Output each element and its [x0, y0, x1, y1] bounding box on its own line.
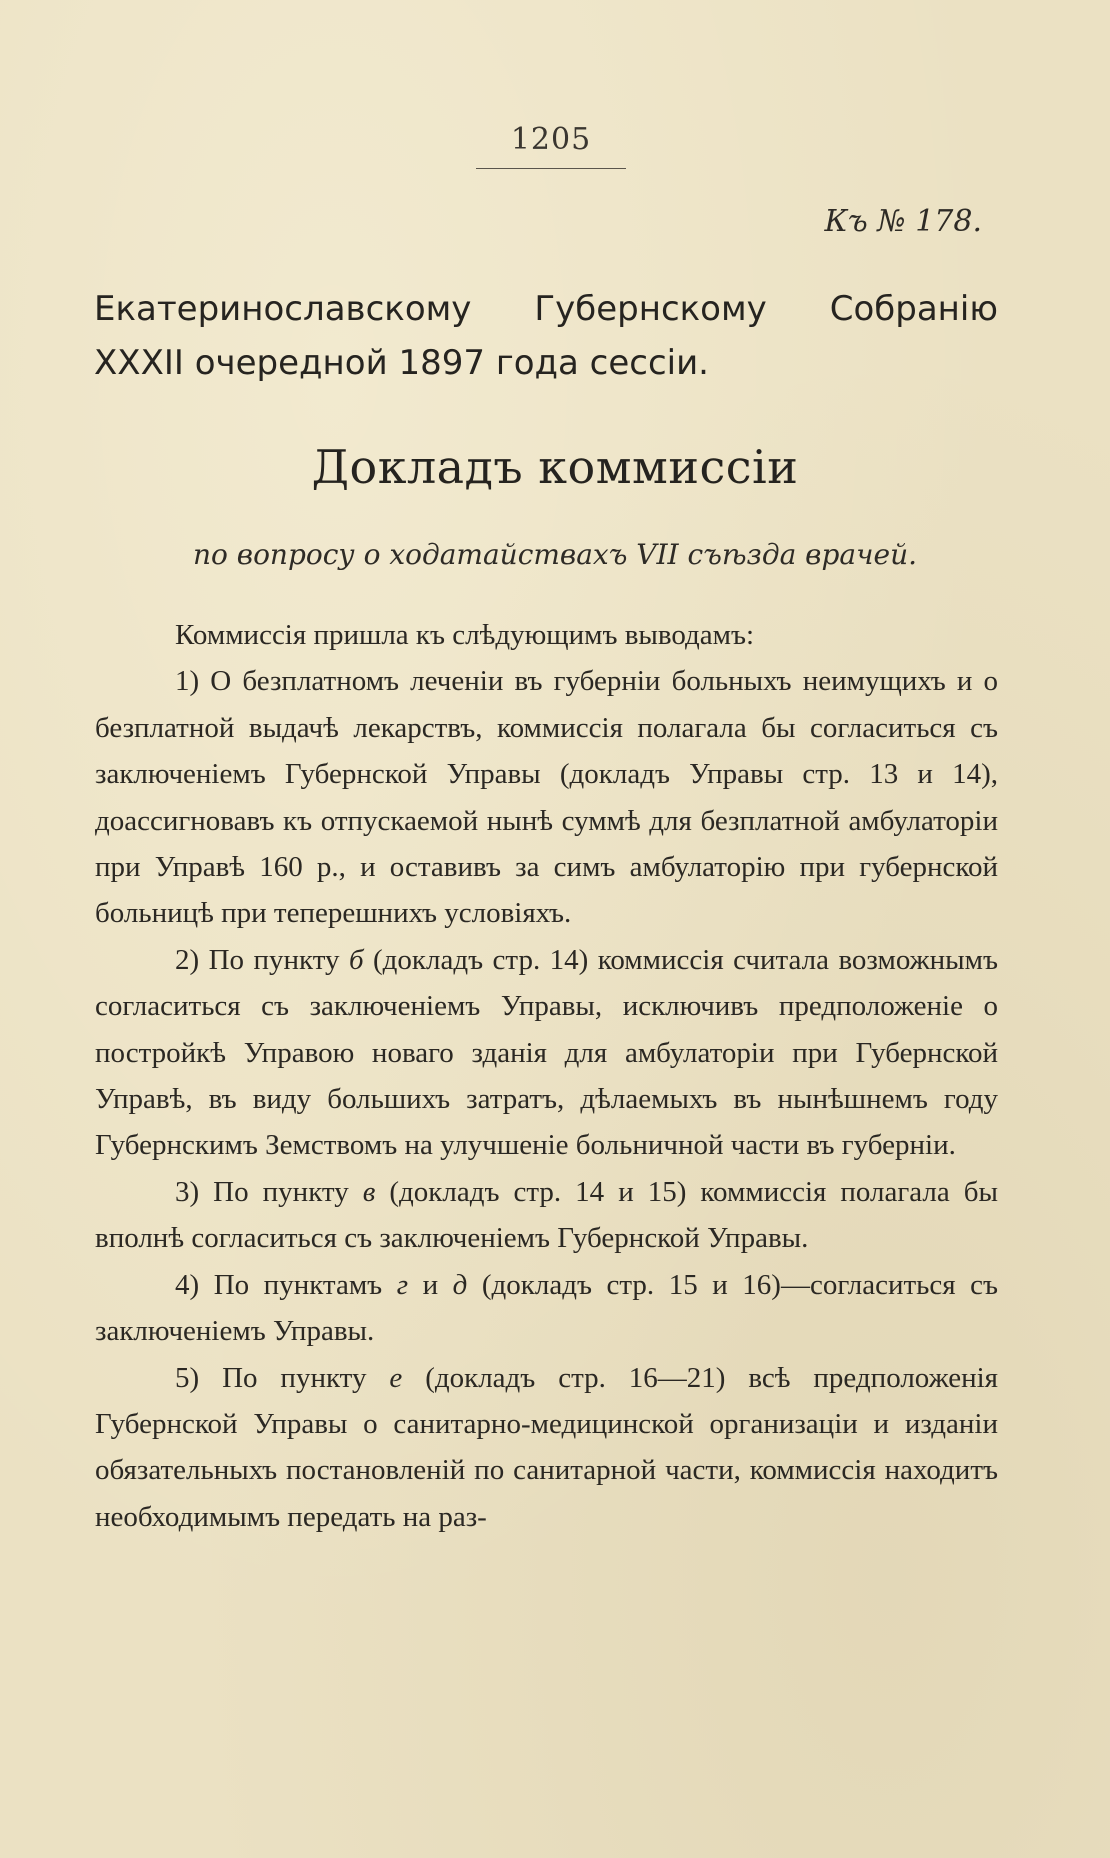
paragraph-text: (докладъ стр. 14 и 15) коммиссія полагала бы вполнѣ согласиться съ заключеніемъ Губернской Управы. [95, 1175, 998, 1255]
paragraph-text: (докладъ стр. 16—21) всѣ предположенія Губернской Управы о санитарно-медицинской организаціи и изданіи обязательныхъ постановленій по санитарной части, коммиссія находитъ необходимымъ передать на раз- [95, 1361, 999, 1533]
paragraph-5 [95, 1355, 998, 1541]
item-letter: д [452, 1268, 468, 1301]
page-number: 1205 [510, 122, 592, 157]
document-subtitle: по вопросу о ходатайствахъ VII съѣзда врачей. [192, 538, 918, 571]
intro-paragraph: Коммиссія пришла къ слѣдующимъ выводамъ: [175, 619, 755, 651]
item-letter: е [389, 1361, 403, 1394]
reference-number: Къ № 178. [824, 204, 982, 239]
paragraph-1 [95, 658, 998, 936]
paragraph-4 [95, 1262, 998, 1355]
paragraph-text: (докладъ стр. 15 и 16)—согласиться съ заключеніемъ Управы. [95, 1268, 998, 1348]
addressee-line-2: XXXII очередной 1897 года сессіи. [94, 343, 709, 383]
document-body [95, 612, 998, 1540]
paragraph-joiner: и [408, 1268, 453, 1301]
item-letter: б [348, 943, 364, 976]
addressee-line-1 [94, 282, 998, 336]
paragraph-2 [95, 937, 998, 1169]
addressee [94, 282, 998, 390]
paragraph-text: (докладъ стр. 14) коммиссія считала возможнымъ согласиться съ заключеніемъ Управы, исключивъ предположеніе о постройкѣ Управою новаго зданія для амбулаторіи при Губернской Управѣ, въ виду большихъ затратъ, дѣлаемыхъ въ нынѣшнемъ году Губернскимъ Земствомъ на улучшеніе больничной части въ губерніи. [95, 943, 998, 1162]
paragraph-lead: 4) По пунктамъ [175, 1268, 397, 1301]
addressee-word: Собранію [829, 289, 998, 329]
paragraph-3 [95, 1169, 998, 1262]
addressee-word: Екатеринославскому [94, 289, 472, 329]
paragraph-lead: 2) По пункту [175, 943, 349, 976]
item-letter: г [396, 1268, 409, 1301]
page-number-rule [476, 168, 626, 169]
paragraph-lead: 5) По пункту [175, 1361, 390, 1394]
document-title: Докладъ коммиссіи [311, 440, 799, 494]
paragraph-lead: 3) По пункту [175, 1175, 363, 1208]
addressee-word: Губернскому [534, 289, 767, 329]
paragraph-text: 1) О безплатномъ леченіи въ губерніи больныхъ неимущихъ и о безплатной выдачѣ лекарствъ, коммиссія полагала бы согласиться съ заключеніемъ Губернской Управы (докладъ Управы стр. 13 и 14), доассигновавъ къ отпускаемой нынѣ суммѣ для безплатной амбулаторіи при Управѣ 160 р., и оставивъ за симъ амбулаторію при губернской больницѣ при теперешнихъ условіяхъ. [95, 665, 998, 930]
item-letter: в [362, 1175, 376, 1208]
